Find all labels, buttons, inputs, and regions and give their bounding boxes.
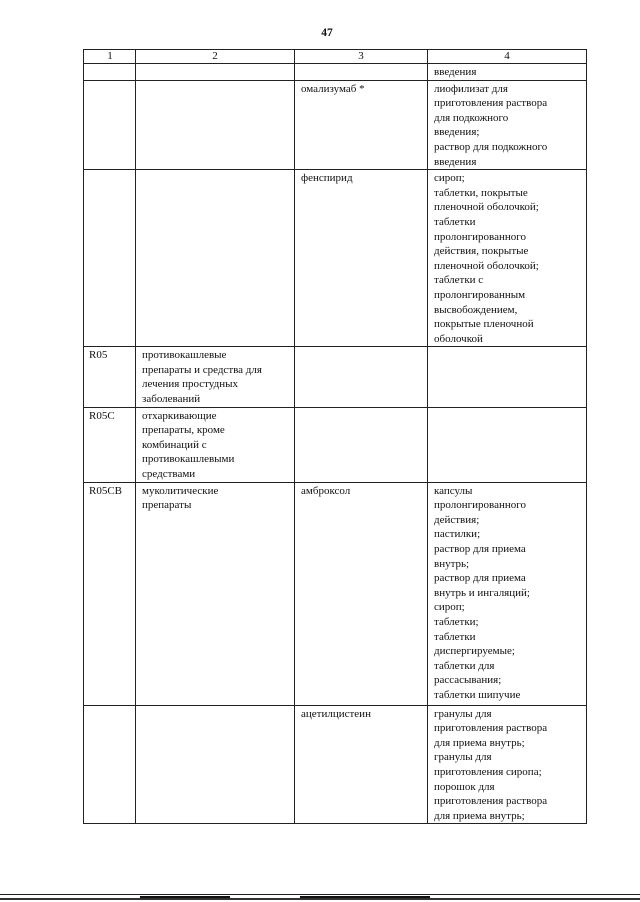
dosage-form-line: для приема внутрь; — [434, 809, 525, 822]
dosage-form-line: введения — [434, 66, 477, 78]
table-row — [84, 170, 587, 347]
table-row — [84, 407, 587, 482]
drug-name: амброксол — [301, 484, 351, 497]
footer-rule — [0, 894, 640, 895]
atc-code-cell — [84, 705, 136, 824]
column-header-2: 2 — [136, 50, 295, 64]
group-name-line: препараты, кроме — [142, 424, 225, 437]
dosage-form-line: приготовления сиропа; — [434, 766, 542, 778]
dosage-forms-cell — [428, 170, 587, 347]
dosage-form-line: раствор для подкожного — [434, 140, 548, 153]
column-header-3: 3 — [295, 50, 428, 64]
group-name-line: средствами — [142, 468, 196, 481]
group-name-line: противокашлевые — [142, 349, 227, 362]
atc-code: R05 — [89, 349, 108, 362]
dosage-form-line: таблетки — [434, 630, 476, 643]
dosage-form-line: приготовления раствора — [434, 722, 548, 735]
group-name-line: муколитические — [142, 484, 219, 497]
group-name-line: противокашлевыми — [142, 453, 235, 466]
dosage-form-line: диспергируемые; — [434, 645, 515, 658]
dosage-form-line: гранулы для — [434, 707, 492, 720]
table-body — [84, 64, 587, 824]
atc-code-cell — [84, 64, 136, 81]
dosage-form-line: приготовления раствора — [434, 97, 548, 110]
group-name-line: лечения простудных — [142, 378, 238, 391]
dosage-form-line: пленочной оболочкой; — [434, 259, 539, 272]
dosage-forms-cell — [428, 64, 587, 81]
dosage-form-line: рассасывания; — [434, 674, 502, 687]
dosage-form-line: сироп; — [434, 172, 465, 185]
group-name-cell — [136, 482, 295, 705]
table-row — [84, 705, 587, 824]
dosage-forms-cell — [428, 347, 587, 407]
drug-name-cell — [295, 80, 428, 170]
page-number: 47 — [321, 27, 333, 39]
dosage-form-line: для приема внутрь; — [434, 736, 525, 749]
dosage-form-line: раствор для приема — [434, 543, 526, 555]
dosage-form-line: таблетки шипучие — [434, 688, 521, 701]
group-name-cell — [136, 170, 295, 347]
dosage-form-line: внутрь; — [434, 557, 470, 570]
footer-rule — [0, 898, 640, 900]
dosage-form-line: таблетки для — [434, 659, 495, 672]
dosage-form-line: оболочкой — [434, 332, 483, 345]
dosage-form-line: для подкожного — [434, 111, 509, 124]
atc-code: R05C — [89, 409, 115, 422]
group-name-line: препараты и средства для — [142, 363, 262, 376]
atc-code-cell — [84, 482, 136, 705]
group-name-line: отхаркивающие — [142, 409, 217, 422]
table-row — [84, 347, 587, 407]
table-row — [84, 80, 587, 170]
dosage-form-line: пролонгированным — [434, 288, 526, 301]
drug-name: фенспирид — [301, 172, 353, 185]
table-row — [84, 482, 587, 705]
dosage-form-line: введения; — [434, 126, 480, 139]
drug-name-cell — [295, 407, 428, 482]
atc-code-cell — [84, 80, 136, 170]
dosage-form-line: таблетки — [434, 215, 476, 228]
group-name-line: заболеваний — [142, 393, 201, 406]
dosage-form-line: введения — [434, 155, 477, 168]
dosage-form-line: действия, покрытые — [434, 245, 529, 258]
drug-table — [83, 49, 587, 824]
dosage-forms-cell — [428, 407, 587, 482]
atc-code-cell — [84, 347, 136, 407]
dosage-form-line: действия; — [434, 513, 480, 526]
dosage-form-line: внутрь и ингаляций; — [434, 586, 530, 599]
dosage-form-line: приготовления раствора — [434, 795, 548, 808]
column-header-1: 1 — [84, 50, 136, 64]
table-row — [84, 64, 587, 81]
dosage-form-line: пролонгированного — [434, 230, 526, 243]
drug-name-cell — [295, 64, 428, 81]
group-name-cell — [136, 80, 295, 170]
drug-name: омализумаб * — [301, 82, 365, 95]
atc-code: R05CB — [89, 484, 123, 497]
drug-name: ацетилцистеин — [301, 707, 371, 720]
atc-code-cell — [84, 170, 136, 347]
dosage-form-line: капсулы — [434, 484, 473, 497]
dosage-form-line: таблетки; — [434, 615, 479, 628]
dosage-forms-cell — [428, 482, 587, 705]
column-header-4: 4 — [428, 50, 587, 64]
dosage-form-line: раствор для приема — [434, 572, 526, 585]
group-name-line: препараты — [142, 499, 192, 512]
atc-code-cell — [84, 407, 136, 482]
group-name-line: комбинаций с — [142, 438, 207, 451]
table-header-row — [84, 50, 587, 64]
dosage-form-line: пролонгированного — [434, 499, 526, 512]
dosage-form-line: покрытые пленочной — [434, 318, 534, 331]
group-name-cell — [136, 347, 295, 407]
group-name-cell — [136, 64, 295, 81]
dosage-form-line: порошок для — [434, 780, 495, 793]
group-name-cell — [136, 407, 295, 482]
dosage-form-line: высвобождением, — [434, 303, 518, 316]
dosage-form-line: таблетки с — [434, 274, 484, 287]
dosage-form-line: пленочной оболочкой; — [434, 201, 539, 214]
group-name-cell — [136, 705, 295, 824]
dosage-forms-cell — [428, 705, 587, 824]
dosage-form-line: таблетки, покрытые — [434, 186, 528, 199]
dosage-forms-cell — [428, 80, 587, 170]
dosage-form-line: сироп; — [434, 601, 465, 614]
drug-name-cell — [295, 482, 428, 705]
dosage-form-line: гранулы для — [434, 751, 492, 764]
dosage-form-line: пастилки; — [434, 528, 481, 541]
drug-name-cell — [295, 705, 428, 824]
drug-name-cell — [295, 347, 428, 407]
dosage-form-line: лиофилизат для — [434, 82, 508, 95]
drug-name-cell — [295, 170, 428, 347]
